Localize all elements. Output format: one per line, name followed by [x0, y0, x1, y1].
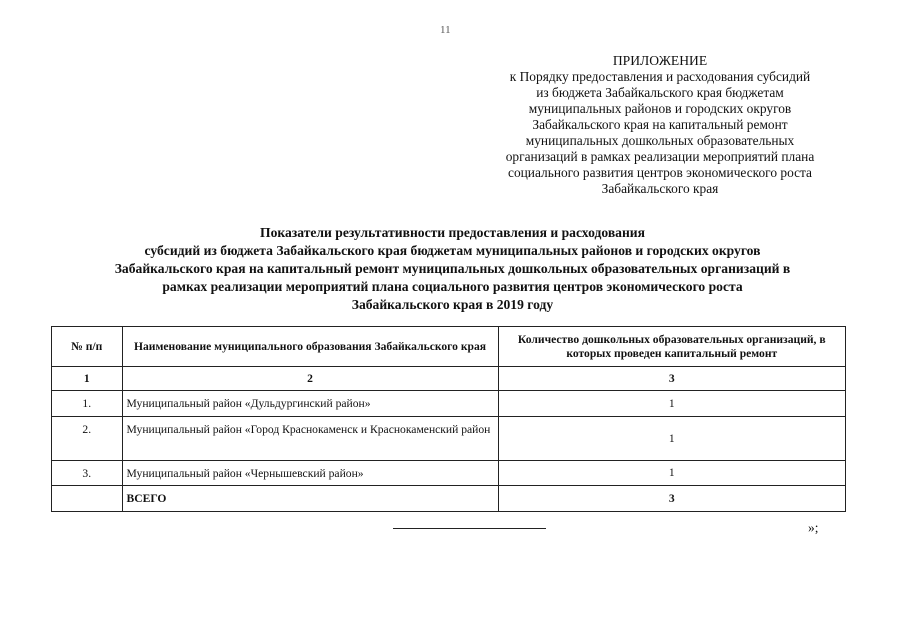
closing-quote: »;	[808, 520, 819, 535]
header-num: № п/п	[52, 327, 123, 367]
header-name: Наименование муниципального образования Забайкальского края	[122, 327, 498, 367]
appendix-line: муниципальных районов и городских округов	[528, 101, 792, 116]
total-label: ВСЕГО	[122, 486, 498, 512]
index-cell: 1	[52, 367, 123, 391]
row-name: Муниципальный район «Город Краснокаменск и Краснокаменский район	[122, 417, 498, 461]
appendix-line: из бюджета Забайкальского края бюджетам	[536, 85, 784, 100]
results-table	[51, 326, 846, 512]
appendix-line: Забайкальского края	[601, 181, 719, 196]
table-total-row	[52, 486, 846, 512]
signature-line	[393, 528, 546, 529]
heading-line: рамках реализации мероприятий плана социального развития центров экономического роста	[162, 279, 743, 294]
row-count: 1	[498, 391, 845, 417]
table-row	[52, 461, 846, 486]
appendix-line: муниципальных дошкольных образовательных	[525, 133, 795, 148]
appendix-line: к Порядку предоставления и расходования субсидий	[509, 69, 811, 84]
total-num	[52, 486, 123, 512]
total-count: 3	[498, 486, 845, 512]
row-num: 2.	[52, 417, 123, 461]
header-count: Количество дошкольных образовательных организаций, в которых проведен капитальный ремонт	[498, 327, 845, 367]
table-row	[52, 417, 846, 461]
table-index-row	[52, 367, 846, 391]
heading-line: Забайкальского края на капитальный ремонт муниципальных дошкольных образовательных организаций в	[114, 261, 791, 276]
index-cell: 2	[122, 367, 498, 391]
appendix-line: Забайкальского края на капитальный ремонт	[532, 117, 788, 132]
index-cell: 3	[498, 367, 845, 391]
row-num: 3.	[52, 461, 123, 486]
heading-line: Забайкальского края в 2019 году	[351, 297, 554, 312]
appendix-title: ПРИЛОЖЕНИЕ	[612, 53, 708, 68]
appendix-line: социального развития центров экономического роста	[508, 165, 812, 180]
table-row	[52, 391, 846, 417]
heading-line: Показатели результативности предоставления и расходования	[260, 225, 645, 240]
row-count: 1	[498, 461, 845, 486]
page-number: 11	[440, 24, 451, 36]
heading-line: субсидий из бюджета Забайкальского края бюджетам муниципальных районов и городских округов	[144, 243, 761, 258]
row-name: Муниципальный район «Дульдургинский район»	[122, 391, 498, 417]
appendix-line: организаций в рамках реализации мероприятий плана	[505, 149, 815, 164]
document-heading	[40, 224, 865, 314]
appendix-block	[470, 53, 850, 197]
row-num: 1.	[52, 391, 123, 417]
table-header-row	[52, 327, 846, 367]
row-name: Муниципальный район «Чернышевский район»	[122, 461, 498, 486]
row-count: 1	[498, 417, 845, 461]
